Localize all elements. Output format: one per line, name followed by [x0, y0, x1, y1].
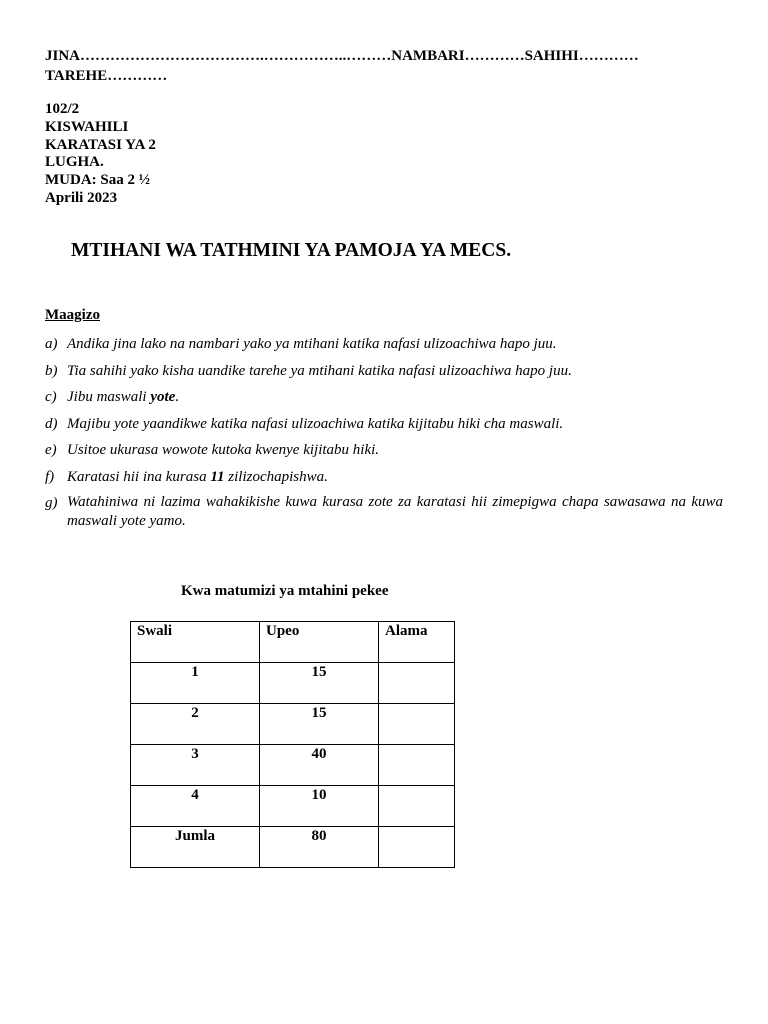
instruction-text: Usitoe ukurasa wowote kutoka kwenye kijitabu hiki. [67, 442, 380, 458]
subject-name: KISWAHILI [45, 118, 129, 135]
instructions-list [45, 334, 723, 538]
max-marks-cell: 40 [260, 745, 379, 786]
table-row [131, 704, 455, 745]
total-max-marks-cell: 80 [260, 827, 379, 868]
instruction-letter: b) [45, 362, 58, 379]
question-cell: 3 [131, 745, 260, 786]
score-cell[interactable] [379, 663, 455, 704]
instruction-letter: c) [45, 389, 57, 405]
instruction-emphasis: 11 [210, 468, 225, 485]
instruction-text-line: Watahiniwa ni lazima wahakikishe kuwa kurasa zote za karatasi hii zimepigwa chapa sawasawa na kuwa [67, 494, 723, 510]
instruction-letter: d) [45, 415, 58, 432]
instruction-item [45, 387, 723, 407]
instruction-item [45, 440, 723, 460]
exam-title: MTIHANI WA TATHMINI YA PAMOJA YA MECS. [71, 240, 512, 261]
max-marks-cell: 10 [260, 786, 379, 827]
score-cell[interactable] [379, 786, 455, 827]
total-label-cell: Jumla [131, 827, 260, 868]
instruction-item [45, 334, 723, 354]
instruction-text: Majibu yote yaandikwe katika nafasi ulizoachiwa katika kijitabu hiki cha maswali. [67, 415, 564, 432]
instruction-emphasis: yote [150, 389, 176, 405]
instruction-text [67, 467, 723, 487]
instruction-text-start: Karatasi hii ina kurasa [67, 468, 211, 485]
score-cell[interactable] [379, 745, 455, 786]
paper-section: LUGHA. [45, 154, 104, 171]
candidate-details-line: JINA……………………………….……………..………NAMBARI…………SAHIHI………… [45, 48, 639, 64]
date-line: TAREHE………… [45, 68, 168, 84]
instruction-item [45, 361, 723, 381]
instruction-item [45, 467, 723, 487]
column-header-swali: Swali [131, 622, 260, 663]
question-cell: 4 [131, 786, 260, 827]
instruction-text-start: Jibu maswali [67, 389, 151, 405]
instruction-text: Tia sahihi yako kisha uandike tarehe ya mtihani katika nafasi ulizoachiwa hapo juu. [67, 362, 572, 379]
table-header-row [131, 622, 455, 663]
marks-table-caption: Kwa matumizi ya mtahini pekee [181, 583, 389, 599]
instruction-item [45, 493, 723, 531]
paper-code: 102/2 [45, 101, 80, 117]
table-total-row [131, 827, 455, 868]
instruction-text [67, 493, 723, 531]
instruction-text: Andika jina lako na nambari yako ya mtihani katika nafasi ulizoachiwa hapo juu. [67, 336, 557, 352]
paper-number: KARATASI YA 2 [45, 136, 156, 153]
instruction-item [45, 414, 723, 434]
exam-duration: MUDA: Saa 2 ½ [45, 172, 150, 189]
instruction-letter: f) [45, 468, 55, 485]
instructions-heading: Maagizo [45, 307, 100, 323]
column-header-upeo: Upeo [260, 622, 379, 663]
question-cell: 2 [131, 704, 260, 745]
instruction-letter: g) [45, 495, 58, 511]
max-marks-cell: 15 [260, 663, 379, 704]
column-header-alama: Alama [379, 622, 455, 663]
table-row [131, 663, 455, 704]
instruction-text-line: maswali yote yamo. [67, 513, 186, 529]
instruction-text-end: zilizochapishwa. [224, 468, 328, 485]
table-row [131, 786, 455, 827]
instruction-letter: e) [45, 442, 57, 458]
table-row [131, 745, 455, 786]
max-marks-cell: 15 [260, 704, 379, 745]
score-cell[interactable] [379, 704, 455, 745]
paper-info [45, 101, 156, 208]
instruction-letter: a) [45, 336, 58, 352]
instruction-text-end: . [175, 389, 180, 405]
marks-table [130, 621, 455, 868]
total-score-cell[interactable] [379, 827, 455, 868]
instruction-text [67, 387, 723, 407]
question-cell: 1 [131, 663, 260, 704]
exam-date: Aprili 2023 [45, 189, 118, 206]
